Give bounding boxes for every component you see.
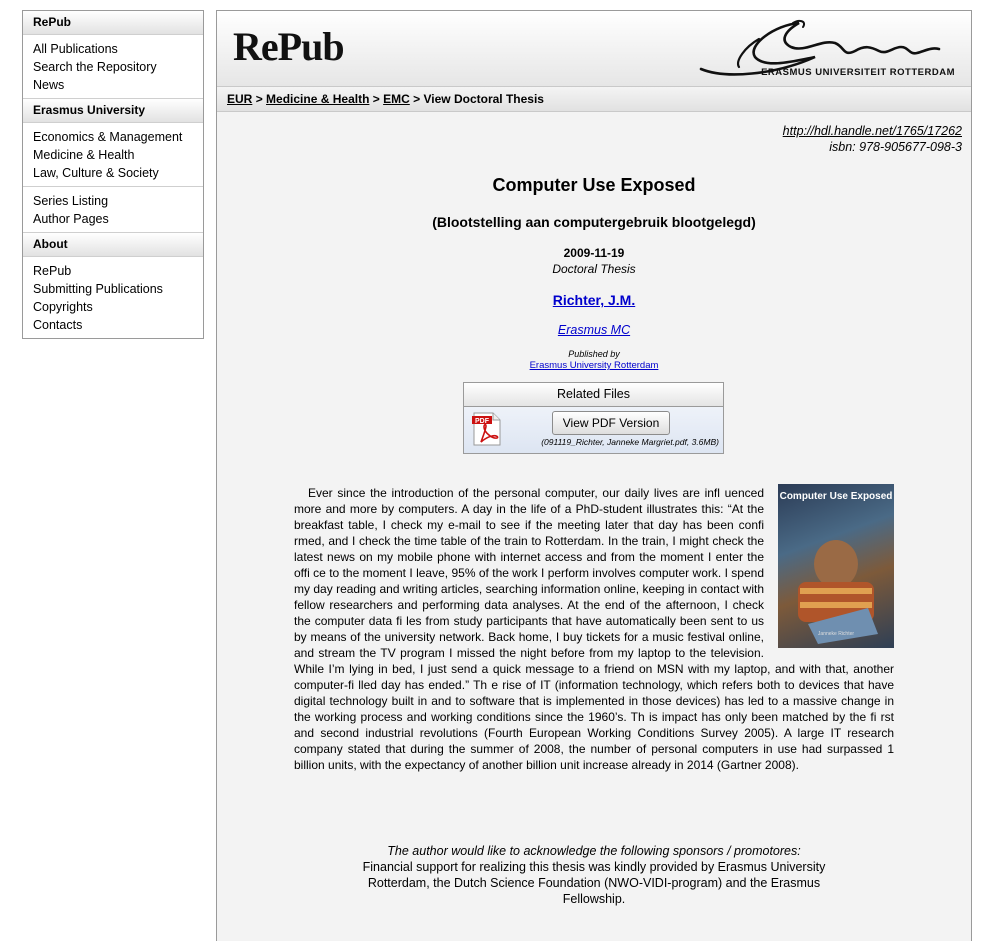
sidebar-item-submitting[interactable]: Submitting Publications xyxy=(33,282,163,296)
sidebar-item-medicine[interactable]: Medicine & Health xyxy=(33,148,135,162)
main-panel xyxy=(216,10,972,941)
cover-author: Janneke Richter xyxy=(817,631,855,637)
pdf-icon[interactable] xyxy=(472,412,502,446)
breadcrumb-link-emc[interactable]: EMC xyxy=(383,92,410,106)
sidebar-item-repub[interactable]: RePub xyxy=(33,264,72,278)
publication-date: 2009-11-19 xyxy=(563,246,625,260)
sidebar-item-law[interactable]: Law, Culture & Society xyxy=(33,166,159,180)
cover-title: Computer Use Exposed xyxy=(779,491,893,502)
sponsors-text: Financial support for realizing this thesis was kindly provided by Erasmus University Rotterdam, the Dutch Science Foundation (NWO-VIDI-program) and the Erasmus Fellowship. xyxy=(362,860,826,906)
breadcrumb xyxy=(217,87,971,112)
sidebar-item-all-publications[interactable]: All Publications xyxy=(33,42,118,56)
breadcrumb-current: View Doctoral Thesis xyxy=(423,92,544,106)
sponsors-section xyxy=(217,843,971,907)
sidebar-item-series-listing[interactable]: Series Listing xyxy=(33,194,109,208)
sidebar-item-economics[interactable]: Economics & Management xyxy=(33,130,183,144)
sidebar-item-contacts[interactable]: Contacts xyxy=(33,318,83,332)
pdf-icon-label: PDF xyxy=(475,418,489,425)
sidebar-nav xyxy=(22,10,204,339)
book-cover-image xyxy=(778,484,894,648)
breadcrumb-link-medicine[interactable]: Medicine & Health xyxy=(266,92,370,106)
sidebar-item-search-repository[interactable]: Search the Repository xyxy=(33,60,157,74)
pdf-filename: (091119_Richter, Janneke Margriet.pdf, 3.6MB) xyxy=(541,437,719,447)
sidebar-heading-erasmus: Erasmus University xyxy=(23,98,203,123)
sidebar-item-news[interactable]: News xyxy=(33,78,65,92)
document-type: Doctoral Thesis xyxy=(552,262,636,276)
abstract-text: Ever since the introduction of the personal computer, our daily lives are infl uenced more and more by computers. A day in the life of a PhD-student illustrates this: “At the breakfast table, I check my e-mail to see if the meeting later that day has been confi rmed, and I check the time table of the train to Rotterdam. In the train, I might check the latest news on my mobile phone with internet access and from the moment I enter the offi ce to the moment I leave, 95% of the work I perform involves computer work. I spend my day reading and writing articles, searching information online, keeping in contact with fellow researchers and performing data analyses. At the end of the afternoon, I check the computer data fi les from study participants that have automatically been sent to us by means of the university network. Back home, I buy tickets for a music festival online, and stream the TV program I missed the night before from my laptop to the television. While I’m lying in bed, I just send a quick message to a friend on MSN with my laptop, and with that, another computer-fi lled day has ended.” Th e rise of IT (information technology, which refers both to devices that have digital technology built in and to software that is implemented in those devices) has led to a massive change in the working process and working conditions since the 1960’s. Th is impact has only been matched by the fi rst and second industrial revolutions (Fourth European Working Conditions Survey 2005). A large IT research company stated that during the summer of 2008, the number of personal computers in use had surpassed 1 billion units, with the expectancy of another billion unit increase already in 2014 (Gartner 2008). xyxy=(294,486,894,772)
sidebar-heading-repub: RePub xyxy=(23,11,203,35)
handle-link[interactable]: http://hdl.handle.net/1765/17262 xyxy=(782,124,962,138)
related-files-heading: Related Files xyxy=(464,383,723,407)
cover-illustration-icon xyxy=(778,484,894,648)
university-name: ERASMUS UNIVERSITEIT ROTTERDAM xyxy=(761,67,955,78)
sidebar-group xyxy=(23,186,203,232)
affiliation-link[interactable]: Erasmus MC xyxy=(557,323,631,337)
sidebar-group xyxy=(23,123,203,186)
isbn: isbn: 978-905677-098-3 xyxy=(829,140,962,154)
abstract-block xyxy=(294,485,894,773)
page-subtitle: (Blootstelling aan computergebruik blootgelegd) xyxy=(432,214,756,230)
publisher-link[interactable]: Erasmus University Rotterdam xyxy=(529,360,659,371)
sidebar-group xyxy=(23,257,203,338)
header-banner xyxy=(217,11,971,87)
view-pdf-button[interactable]: View PDF Version xyxy=(552,411,670,435)
sidebar-item-author-pages[interactable]: Author Pages xyxy=(33,212,109,226)
related-files-box xyxy=(463,382,724,454)
related-files-body xyxy=(464,407,723,453)
breadcrumb-separator: > xyxy=(413,92,421,106)
repub-logo[interactable]: RePub xyxy=(233,24,344,69)
sidebar-heading-about: About xyxy=(23,232,203,257)
breadcrumb-link-eur[interactable]: EUR xyxy=(227,92,253,106)
author-link[interactable]: Richter, J.M. xyxy=(552,292,636,308)
published-by-label: Published by xyxy=(568,349,620,359)
page-title: Computer Use Exposed xyxy=(492,175,696,195)
sponsors-label: The author would like to acknowledge the following sponsors / promotores: xyxy=(387,844,801,858)
breadcrumb-separator: > xyxy=(372,92,380,106)
breadcrumb-separator: > xyxy=(255,92,263,106)
sidebar-group xyxy=(23,35,203,98)
sidebar-item-copyrights[interactable]: Copyrights xyxy=(33,300,93,314)
